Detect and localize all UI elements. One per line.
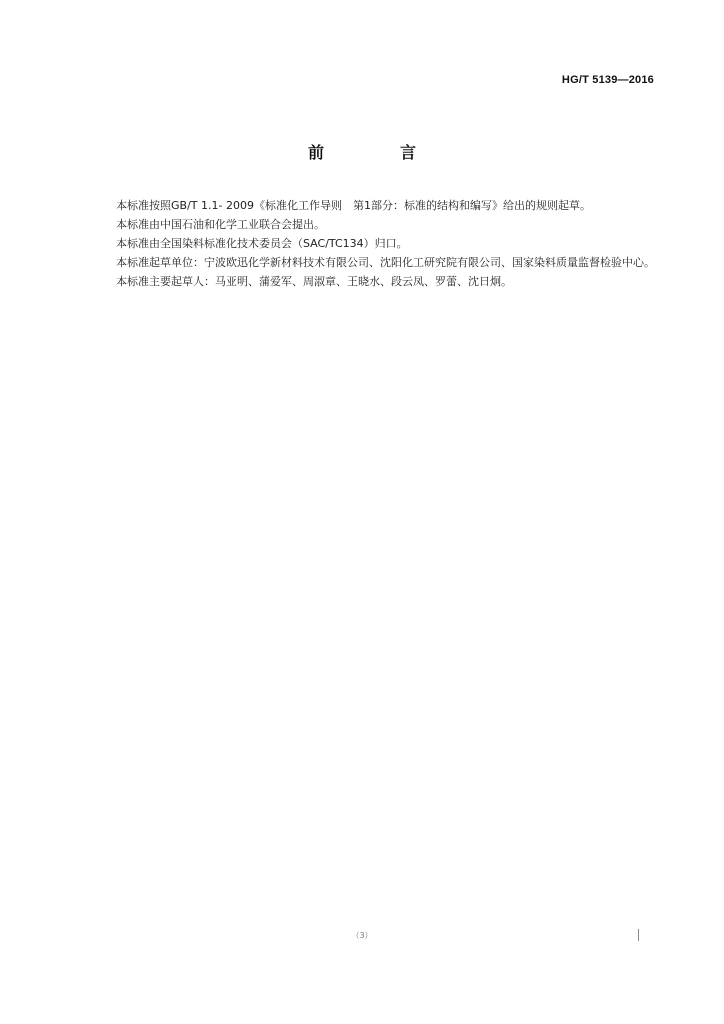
paragraph-main-drafters: 本标准主要起草人：马亚明、蒲爱军、周淑章、王晓水、段云凤、罗蕾、沈日炯。 bbox=[116, 275, 512, 288]
standard-code: HG/T 5139—2016 bbox=[561, 74, 654, 86]
page-title: 前 言 bbox=[307, 143, 446, 162]
paragraph-drafting-organizations: 本标准起草单位：宁波欧迅化学新材料技术有限公司、沈阳化工研究院有限公司、国家染料质量监督检验中心。 bbox=[116, 256, 655, 269]
paragraph-proposed-by: 本标准由中国石油和化学工业联合会提出。 bbox=[116, 218, 325, 231]
foreword-body bbox=[92, 196, 658, 291]
page-number: （3） bbox=[351, 931, 373, 940]
paragraph-drafting-rules: 本标准按照GB/T 1.1- 2009《标准化工作导则 第1部分：标准的结构和编写》给出的规则起草。 bbox=[116, 199, 591, 212]
paragraph-administered-by: 本标准由全国染料标准化技术委员会（SAC/TC134）归口。 bbox=[116, 237, 408, 250]
edge-mark bbox=[638, 929, 639, 941]
